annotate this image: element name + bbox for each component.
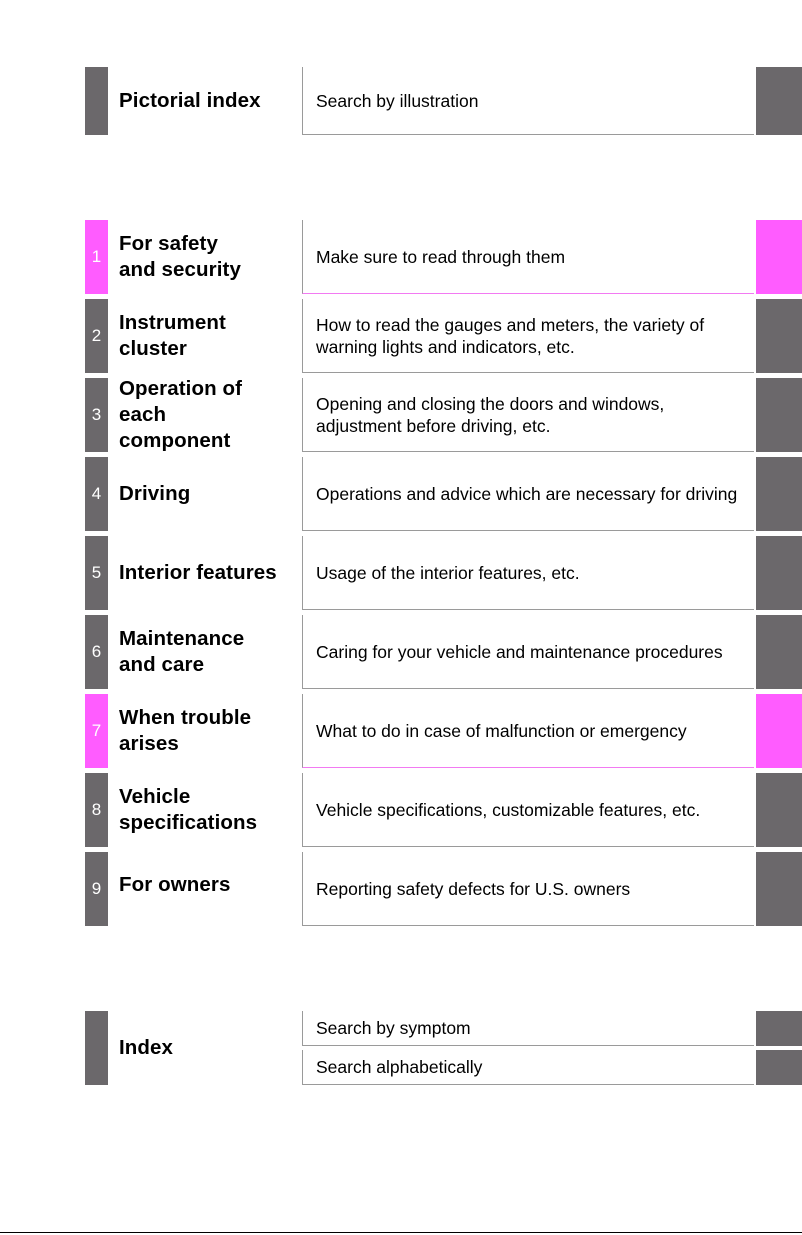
section-desc-6-text: Caring for your vehicle and maintenance procedures: [316, 641, 723, 662]
section-desc-6: [302, 615, 754, 689]
pictorial-index-edge-tab: [756, 67, 802, 135]
section-row-7[interactable]: [0, 694, 802, 768]
section-title-3-text: Operation of each component: [119, 377, 243, 452]
section-title-7-text: When trouble arises: [119, 706, 252, 755]
section-desc-2: [302, 299, 754, 373]
section-desc-8: [302, 773, 754, 847]
section-title-4: [119, 457, 297, 531]
section-edge-tab-9: [756, 852, 802, 926]
section-title-1-text: For safety and security: [119, 232, 241, 281]
section-desc-8-text: Vehicle specifications, customizable features, etc.: [316, 799, 701, 820]
pictorial-index-desc: Search by illustration: [302, 67, 754, 135]
section-edge-tab-4: [756, 457, 802, 531]
section-row-4[interactable]: [0, 457, 802, 531]
section-row-5[interactable]: [0, 536, 802, 610]
section-edge-tab-1: [756, 220, 802, 294]
page-bottom-rule: [0, 1232, 802, 1233]
section-tab-2: 2: [85, 299, 108, 373]
pictorial-index-row[interactable]: [0, 67, 802, 135]
section-desc-3-text: Opening and closing the doors and windows, adjustment before driving, etc.: [316, 393, 665, 436]
section-title-8: [119, 773, 297, 847]
section-title-2: [119, 299, 297, 373]
section-title-1: [119, 220, 297, 294]
section-tab-6: 6: [85, 615, 108, 689]
index-item-symptom-text: Search by symptom: [316, 1018, 471, 1038]
section-desc-4-text: Operations and advice which are necessary for driving: [316, 483, 738, 504]
section-desc-5: [302, 536, 754, 610]
section-title-9: [119, 852, 297, 926]
section-title-6: [119, 615, 297, 689]
section-row-6[interactable]: [0, 615, 802, 689]
section-title-4-text: Driving: [119, 482, 191, 505]
section-desc-3: [302, 378, 754, 452]
section-row-3[interactable]: [0, 378, 802, 452]
section-row-9[interactable]: [0, 852, 802, 926]
section-tab-4: 4: [85, 457, 108, 531]
pictorial-index-tab: [85, 67, 108, 135]
section-desc-4: [302, 457, 754, 531]
section-title-6-text: Maintenance and care: [119, 627, 245, 676]
section-title-5-text: Interior features: [119, 561, 277, 584]
index-item-alphabetical-row[interactable]: [0, 1050, 802, 1085]
section-tab-8: 8: [85, 773, 108, 847]
index-item-alphabetical-edge-tab: [756, 1050, 802, 1085]
section-row-2[interactable]: [0, 299, 802, 373]
section-row-8[interactable]: [0, 773, 802, 847]
section-desc-7: [302, 694, 754, 768]
section-edge-tab-5: [756, 536, 802, 610]
section-desc-9-text: Reporting safety defects for U.S. owners: [316, 878, 631, 899]
index-item-symptom: [302, 1011, 754, 1046]
section-title-8-text: Vehicle specifications: [119, 785, 258, 834]
section-desc-1: [302, 220, 754, 294]
section-desc-9: [302, 852, 754, 926]
section-tab-5: 5: [85, 536, 108, 610]
section-edge-tab-2: [756, 299, 802, 373]
section-desc-7-text: What to do in case of malfunction or emergency: [316, 720, 687, 741]
index-title: Index: [119, 1036, 174, 1059]
section-edge-tab-3: [756, 378, 802, 452]
section-title-5: [119, 536, 297, 610]
index-item-symptom-edge-tab: [756, 1011, 802, 1046]
index-item-alphabetical-text: Search alphabetically: [316, 1057, 483, 1077]
section-tab-9: 9: [85, 852, 108, 926]
section-edge-tab-8: [756, 773, 802, 847]
index-item-alphabetical: [302, 1050, 754, 1085]
section-tab-7: 7: [85, 694, 108, 768]
section-desc-5-text: Usage of the interior features, etc.: [316, 562, 580, 583]
section-title-7: [119, 694, 297, 768]
section-title-3: [119, 378, 297, 452]
index-row: [0, 1011, 802, 1085]
index-item-symptom-row[interactable]: [0, 1011, 802, 1046]
section-desc-2-text: How to read the gauges and meters, the variety of warning lights and indicators, etc.: [316, 314, 705, 357]
section-tab-1: 1: [85, 220, 108, 294]
section-title-9-text: For owners: [119, 873, 231, 896]
section-tab-3: 3: [85, 378, 108, 452]
pictorial-index-title: Pictorial index: [119, 89, 261, 112]
section-edge-tab-6: [756, 615, 802, 689]
section-desc-1-text: Make sure to read through them: [316, 246, 566, 267]
section-edge-tab-7: [756, 694, 802, 768]
section-row-1[interactable]: [0, 220, 802, 294]
section-title-2-text: Instrument cluster: [119, 311, 226, 360]
